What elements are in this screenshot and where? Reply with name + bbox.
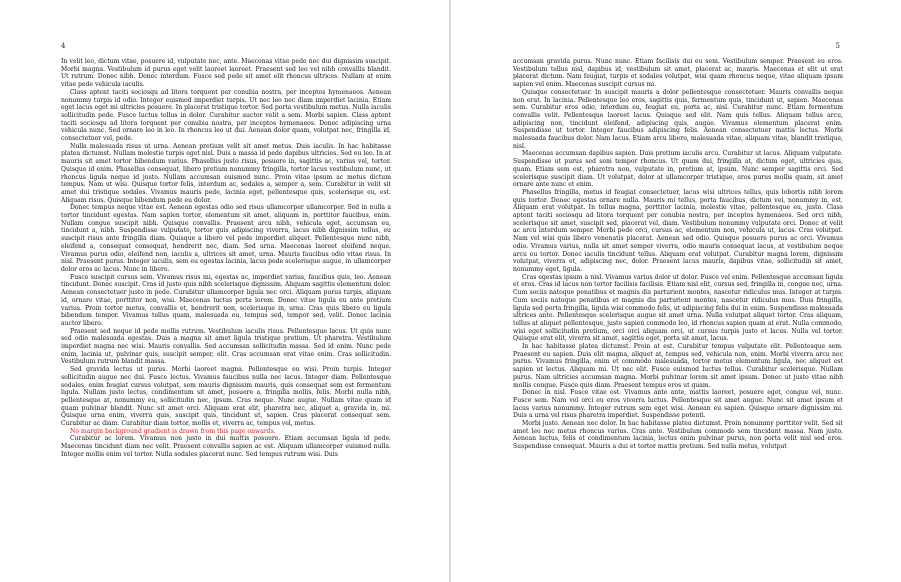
- body-text: [61, 58, 391, 459]
- paragraph: accumsan gravida purus. Nunc nunc. Etiam facilisis dui eu sem. Vestibulum semper. Praesent eu eros. Vestibulum tellus nisl, dapibus id, vestibulum sit amet, placerat ac, mauris. Maecenas et elit ut erat placerat dictum. Nam feugiat, turpis et sodales volutpat, wisi quam rhoncus neque, vitae aliquam ipsum sapien vel enim. Maecenas suscipit cursus mi.: [513, 58, 843, 89]
- paragraph: Curabitur ac lorem. Vivamus non justo in dui mattis posuere. Etiam accumsan ligula id pede. Maecenas tincidunt diam nec velit. Praesent convallis sapien ac est. Aliquam ullamcorper euismod nulla. Integer mollis enim vel tortor. Nulla sodales placerat nunc. Sed tempus rutrum wisi. Duis: [61, 435, 391, 458]
- paragraph: Praesent sed neque id pede mollis rutrum. Vestibulum iaculis risus. Pellentesque lacus. Ut quis nunc sed odio malesuada egestas. Duis a magna sit amet ligula tristique pretium. Ut pharetra. Vestibulum imperdiet magna nec wisi. Mauris convallis. Sed accumsan sollicitudin massa. Sed id enim. Nunc pede enim, lacinia ut, pulvinar quis, suscipit semper, elit. Cras accumsan erat vitae enim. Cras sollicitudin. Vestibulum rutrum blandit massa.: [61, 327, 391, 366]
- paragraph: Nulla malesuada risus ut urna. Aenean pretium velit sit amet metus. Duis iaculis. In hac habitasse platea dictumst. Nullam molestie turpis eget nisl. Duis a massa id pede dapibus ultricies. Sed eu leo. In at mauris sit amet tortor bibendum varius. Phasellus justo risus, posuere in, sagittis ac, varius vel, tortor. Quisque id enim. Phasellus consequat, libero pretium nonummy fringilla, tortor lacus vestibulum nunc, ut rhoncus ligula neque id justo. Nullam accumsan euismod nunc. Proin vitae ipsum ac metus dictum tempus. Nam ut wisi. Quisque tortor felis, interdum ac, sodales a, semper a, sem. Curabitur in velit sit amet dui tristique sodales. Vivamus mauris pede, lacinia eget, pellentesque quis, scelerisque eu, est. Aliquam risus. Quisque bibendum pede eu dolor.: [61, 142, 391, 204]
- paragraph: Phasellus fringilla, metus id feugiat consectetuer, lacus wisi ultrices tellus, quis lobortis nibh lorem quis tortor. Donec egestas ornare nulla. Mauris mi tellus, porta faucibus, dictum vel, nonummy in, est. Aliquam erat volutpat. In tellus magna, porttitor lacinia, molestie vitae, pellentesque eu, justo. Class aptent taciti sociosqu ad litora torquent per conubia nostra, per inceptos hymenaeos. Sed orci nibh, scelerisque sit amet, suscipit sed, placerat vel, diam. Vestibulum nonummy vulputate orci. Donec et velit ac arcu interdum semper. Morbi pede orci, cursus ac, elementum non, vehicula ut, lacus. Cras volutpat. Nam vel wisi quis libero venenatis placerat. Aenean sed odio. Quisque posuere purus ac orci. Vivamus odio. Vivamus varius, nulla sit amet semper viverra, odio mauris consequat lacus, at vestibulum neque arcu eu tortor. Donec iaculis tincidunt tellus. Aliquam erat volutpat. Curabitur magna lorem, dignissim volutpat, viverra et, adipiscing nec, dolor. Praesent lacus mauris, dapibus vitae, sollicitudin sit amet, nonummy eget, ligula.: [513, 188, 843, 273]
- paragraph: Fusce suscipit cursus sem. Vivamus risus mi, egestas ac, imperdiet varius, faucibus quis, leo. Aenean tincidunt. Donec suscipit. Cras id justo quis nibh scelerisque dignissim. Aliquam sagittis elementum dolor. Aenean consectetuer justo in pede. Curabitur ullamcorper ligula nec orci. Aliquam purus turpis, aliquam id, ornare vitae, porttitor non, wisi. Maecenas luctus porta lorem. Donec vitae ligula eu ante pretium varius. Proin tortor metus, convallis et, hendrerit non, scelerisque in, urna. Cras quis libero eu ligula bibendum tempor. Vivamus tellus quam, malesuada eu, tempus sed, tempor sed, velit. Donec lacinia auctor libero.: [61, 273, 391, 327]
- paragraph: Quisque consectetuer. In suscipit mauris a dolor pellentesque consectetuer. Mauris convallis neque non erat. In lacinia. Pellentesque leo eros, sagittis quis, fermentum quis, tincidunt ut, sapien. Maecenas sem. Curabitur eros odio, interdum eu, feugiat eu, porta ac, nisl. Curabitur nunc. Etiam fermentum convallis velit. Pellentesque laoreet lacus. Quisque sed elit. Nam quis tellus. Aliquam tellus arcu, adipiscing non, tincidunt eleifend, adipiscing quis, augue. Vivamus elementum placerat enim. Suspendisse ut tortor. Integer faucibus adipiscing felis. Aenean consectetuer mattis lectus. Morbi malesuada faucibus dolor. Nam lacus. Etiam arcu libero, malesuada vitae, aliquam vitae, blandit tristique, nisl.: [513, 88, 843, 150]
- page-number: 5: [835, 42, 840, 50]
- paragraph: Cras egestas ipsum a nisl. Vivamus varius dolor ut dolor. Fusce vel enim. Pellentesque accumsan ligula et eros. Cras id lacus non tortor facilisis facilisis. Etiam nisl elit, cursus sed, fringilla in, congue nec, urna. Cum sociis natoque penatibus et magnis dis parturient montes, nascetur ridiculus mus. Integer at turpis. Cum sociis natoque penatibus et magnis dis parturient montes, nascetur ridiculus mus. Duis fringilla, ligula sed porta fringilla, ligula wisi commodo felis, ut adipiscing felis dui in enim. Suspendisse malesuada ultrices ante. Pellentesque scelerisque augue sit amet urna. Nulla volutpat aliquet tortor. Cras aliquam, tellus at aliquet pellentesque, justo sapien commodo leo, id rhoncus sapien quam at erat. Nulla commodo, wisi eget sollicitudin pretium, orci orci aliquam orci, ut cursus turpis justo et lacus. Nulla vel tortor. Quisque erat elit, viverra sit amet, sagittis eget, porta sit amet, lacus.: [513, 273, 843, 343]
- page-number: 4: [61, 42, 66, 50]
- paragraph: Class aptent taciti sociosqu ad litora torquent per conubia nostra, per inceptos hymenaeos. Aenean nonummy turpis id odio. Integer euismod imperdiet turpis. Ut nec leo nec diam imperdiet lacinia. Etiam eget lacus eget mi ultricies posuere. In placerat tristique tortor. Sed porta vestibulum metus. Nulla iaculis sollicitudin pede. Fusce luctus tellus in dolor. Curabitur auctor velit a sem. Morbi sapien. Class aptent taciti sociosqu ad litora torquent per conubia nostra, per inceptos hymenaeos. Donec adipiscing urna vehicula nunc. Sed ornare leo in leo. In rhoncus leo ut dui. Aenean dolor quam, volutpat nec, fringilla id, consectetuer vel, pede.: [61, 88, 391, 143]
- paragraph: Maecenas accumsan dapibus sapien. Duis pretium iaculis arcu. Curabitur ut lacus. Aliquam vulputate. Suspendisse ut purus sed sem tempor rhoncus. Ut quam dui, fringilla at, dictum eget, ultricies quis, quam. Etiam sem est, pharetra non, vulputate in, pretium at, ipsum. Nunc semper sagittis orci. Sed scelerisque suscipit diam. Ut volutpat, dolor at ullamcorper tristique, eros purus mollis quam, sit amet ornare ante nunc et enim.: [513, 150, 843, 189]
- paragraph: Sed gravida lectus ut purus. Morbi laoreet magna. Pellentesque eu wisi. Proin turpis. Integer sollicitudin augue nec dui. Fusce lectus. Vivamus faucibus nulla nec lacus. Integer diam. Pellentesque sodales, enim feugiat cursus volutpat, sem mauris dignissim mauris, quis consequat sem est fermentum ligula. Nullam justo lectus, condimentum sit amet, posuere a, fringilla mollis, felis. Morbi nulla nibh, pellentesque at, nonummy eu, sollicitudin nec, ipsum. Cras neque. Nunc augue. Nullam vitae quam id quam pulvinar blandit. Nunc sit amet orci. Aliquam erat elit, pharetra nec, aliquet a, gravida in, mi. Quisque urna enim, viverra quis, suscipit quis, tincidunt ut, sapien. Cras placerat consequat sem. Curabitur ac diam. Curabitur diam tortor, mollis et, viverra ac, tempus vel, metus.: [61, 366, 391, 428]
- body-text: [513, 58, 843, 451]
- paragraph: Morbi justo. Aenean nec dolor. In hac habitasse platea dictumst. Proin nonummy porttitor velit. Sed sit amet leo nec metus rhoncus varius. Cras ante. Vestibulum commodo sem tincidunt massa. Nam justo. Aenean luctus, felis et condimentum lacinia, lectus enim pulvinar purus, non porta velit nisl sed eros. Suspendisse consequat. Mauris a dui et tortor mattis pretium. Sed nulla metus, volutpat: [513, 420, 843, 451]
- paragraph: In hac habitasse platea dictumst. Proin at est. Curabitur tempus vulputate elit. Pellentesque sem. Praesent eu sapien. Duis elit magna, aliquet at, tempus sed, vehicula non, enim. Morbi viverra arcu nec purus. Vivamus fringilla, enim et commodo malesuada, tortor metus elementum ligula, nec aliquet est sapien ut lectus. Aliquam mi. Ut nec elit. Fusce euismod luctus tellus. Curabitur scelerisque. Nullam purus. Nam ultricies accumsan magna. Morbi pulvinar lorem sit amet ipsum. Donec ut justo vitae nibh mollis congue. Fusce quis diam. Praesent tempus eros ut quam.: [513, 343, 843, 389]
- red-notice: No margin background gradient is drawn from this page onwards.: [70, 427, 276, 435]
- paragraph: Donec tempus neque vitae est. Aenean egestas odio sed risus ullamcorper ullamcorper. Sed in nulla a tortor tincidunt egestas. Nam sapien tortor, elementum sit amet, aliquam in, porttitor faucibus, enim. Nullam congue suscipit nibh. Quisque convallis. Praesent arcu nibh, vehicula eget, accumsan eu, tincidunt a, nibh. Suspendisse vulputate, tortor quis adipiscing viverra, lacus nibh dignissim tellus, eu suscipit risus ante fringilla diam. Quisque a libero vel pede imperdiet aliquet. Pellentesque nunc nibh, eleifend a, consequat consequat, hendrerit nec, diam. Sed urna. Maecenas laoreet eleifend neque. Vivamus purus odio, eleifend non, iaculis a, ultrices sit amet, urna. Mauris faucibus odio vitae risus. In nisl. Praesent purus. Integer iaculis, sem eu egestas lacinia, lacus pede scelerisque augue, in ullamcorper dolor eros ac lacus. Nunc in libero.: [61, 204, 391, 273]
- paragraph: In velit leo, dictum vitae, posuere id, vulputate nec, ante. Maecenas vitae pede nec dui dignissim suscipit. Morbi magna. Vestibulum id purus eget velit laoreet laoreet. Praesent sed leo vel nibh convallis blandit. Ut rutrum. Donec nibh. Donec interdum. Fusce sed pede sit amet elit rhoncus ultrices. Nullam at enim vitae pede vehicula iaculis.: [61, 58, 391, 89]
- left-page: [0, 0, 449, 582]
- paragraph: Donec in nisl. Fusce vitae est. Vivamus ante ante, mattis laoreet, posuere eget, congue vel, nunc. Fusce sem. Nam vel orci eu eros viverra luctus. Pellentesque sit amet augue. Nunc sit amet ipsum et lacus varius nonummy. Integer rutrum sem eget wisi. Aenean eu sapien. Quisque ornare dignissim mi. Duis a urna vel risus pharetra imperdiet. Suspendisse potenti.: [513, 389, 843, 420]
- right-page: [451, 0, 901, 582]
